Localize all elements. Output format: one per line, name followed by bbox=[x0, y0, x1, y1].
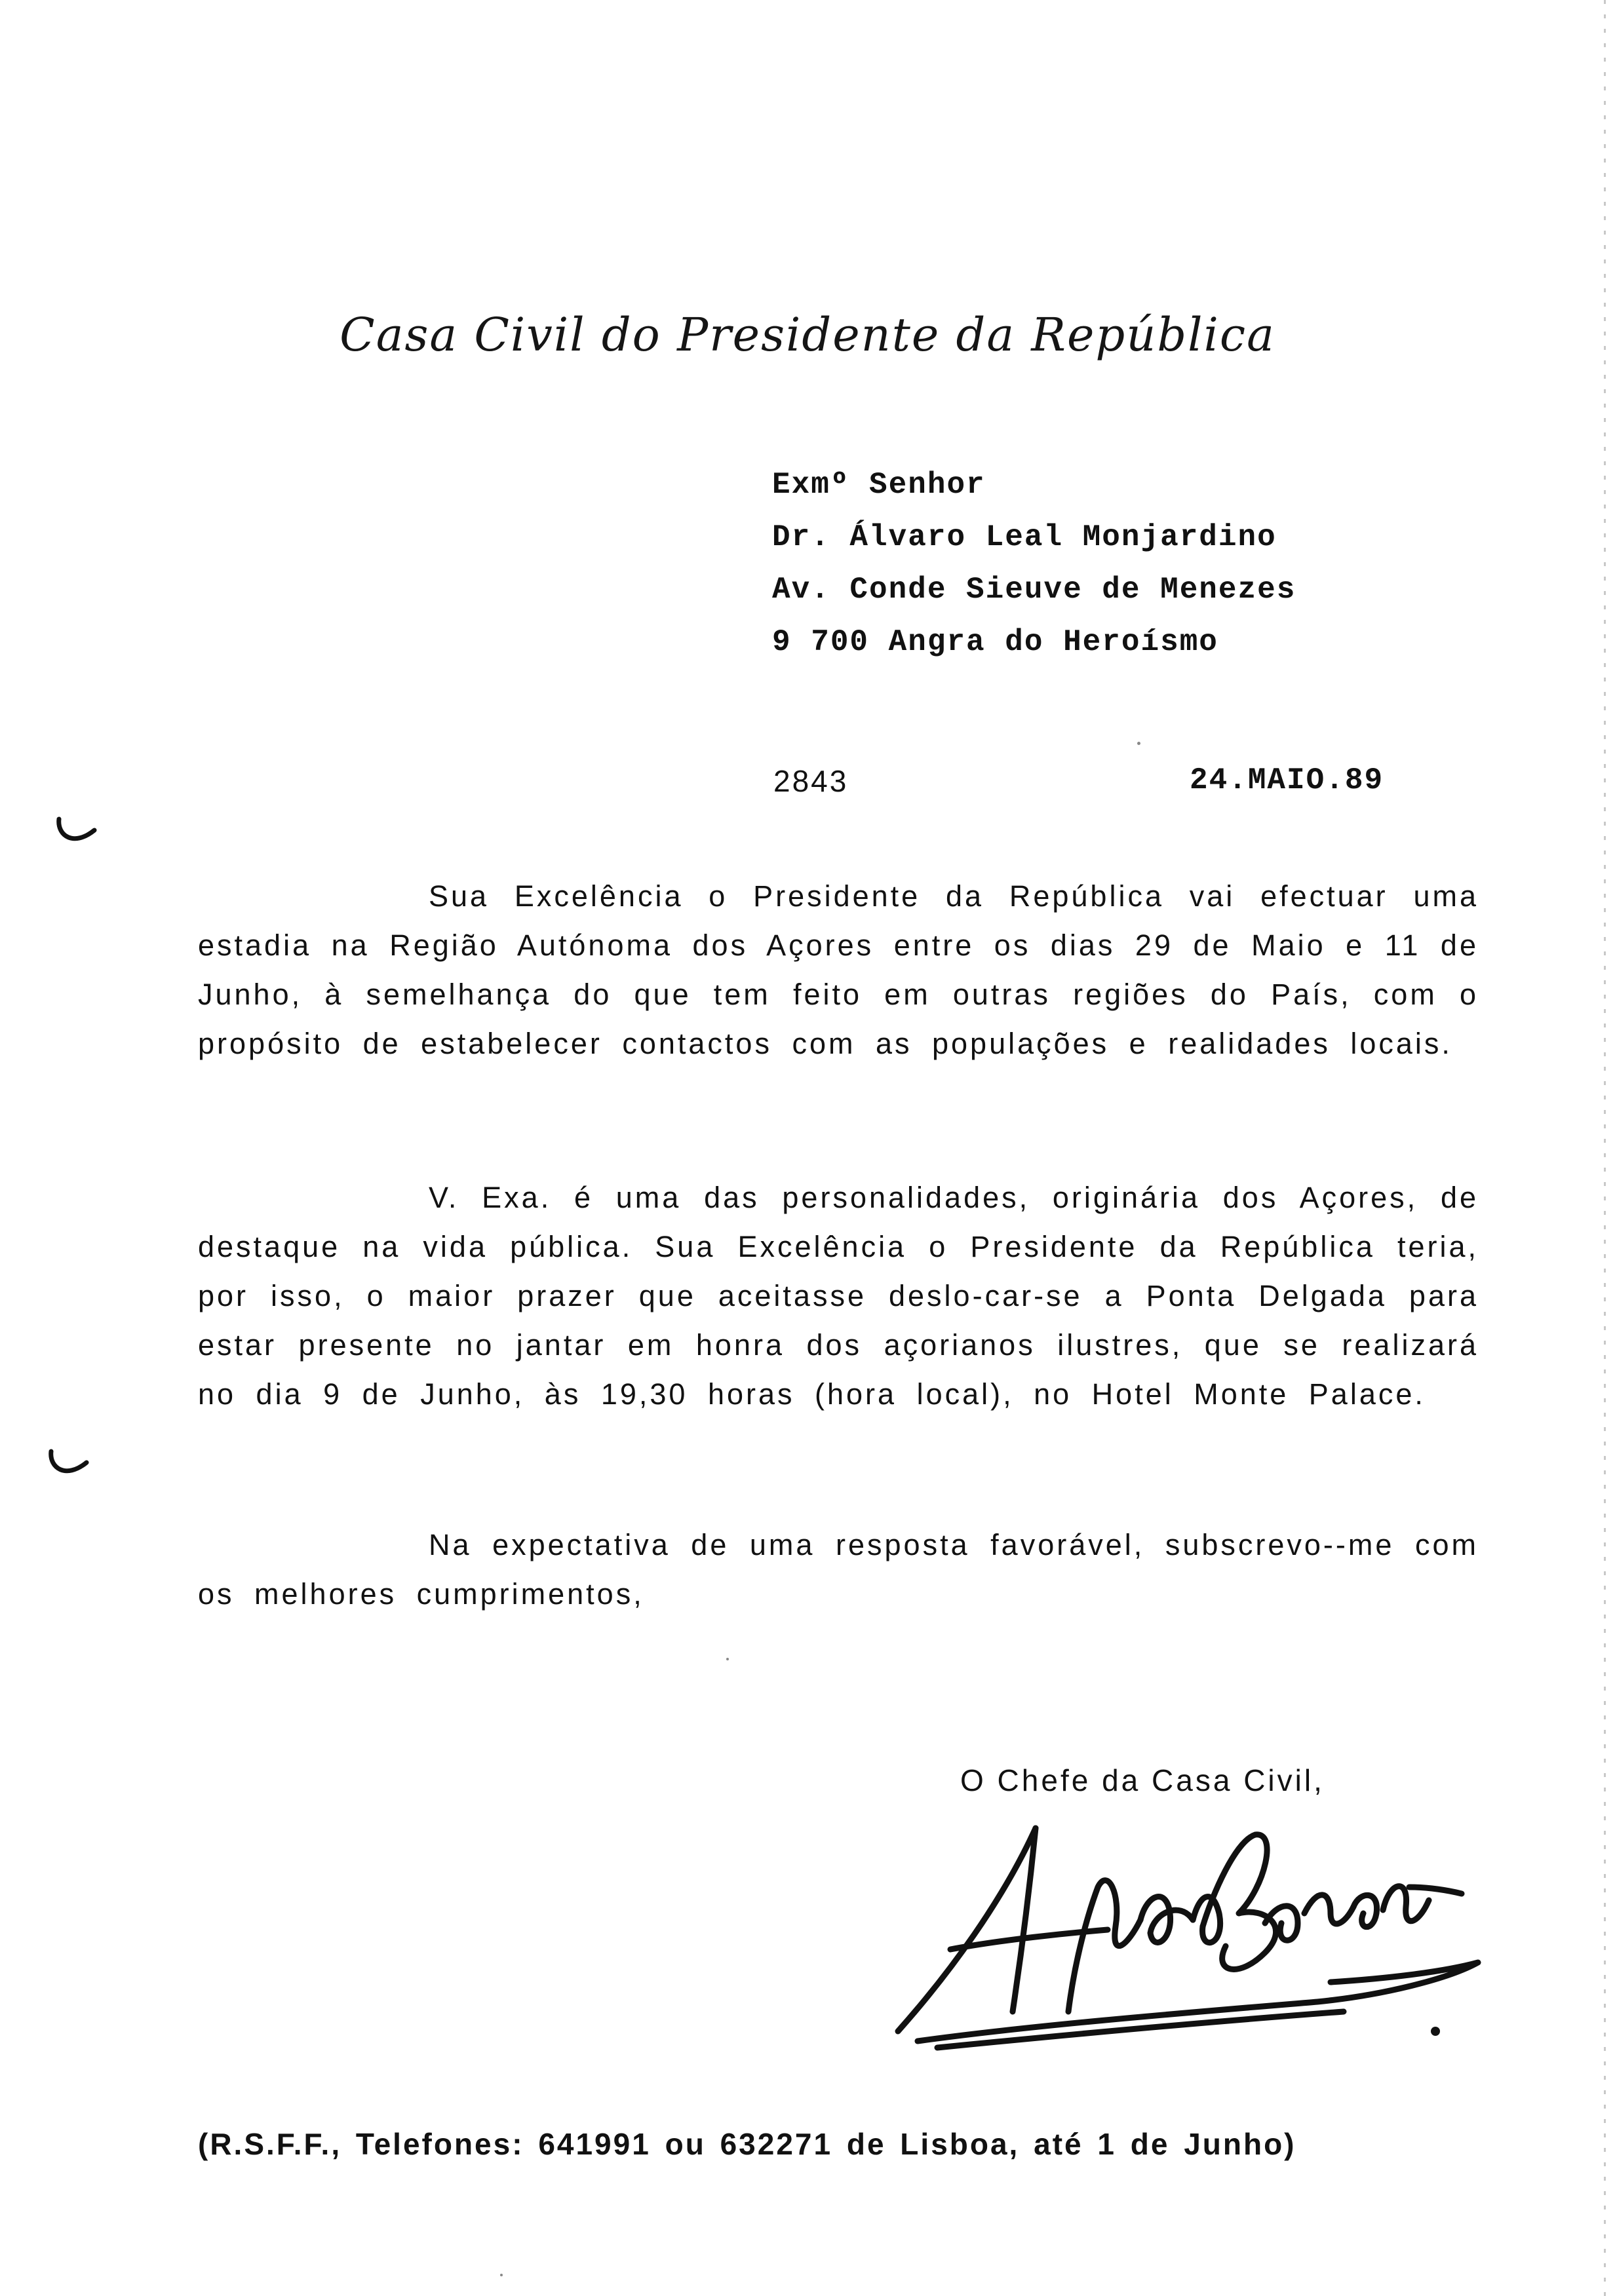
recipient-salutation: Exmº Senhor bbox=[772, 468, 986, 502]
paper-speck bbox=[1137, 742, 1140, 745]
handwritten-signature bbox=[872, 1815, 1494, 2057]
footer-note: (R.S.F.F., Telefones: 641991 ou 632271 de Lisboa, até 1 de Junho) bbox=[198, 2127, 1296, 2161]
body-paragraph-3: Na expectativa de uma resposta favorável, subscrevo--me com os melhores cumprimentos, bbox=[198, 1528, 1479, 1611]
letterhead: Casa Civil do Presidente da República bbox=[340, 308, 1275, 362]
body-paragraph-1: Sua Excelência o Presidente da República vai efectuar uma estadia na Região Autónoma dos Açores entre os dias 29 de Maio e 11 de Junho, à semelhança do que tem feito em outras regiões do País, com o propósito de estabelecer contactos com as populações e realidades locais. bbox=[198, 879, 1479, 1060]
reference-number: 2843 bbox=[773, 764, 849, 798]
paper-speck bbox=[500, 2274, 503, 2276]
page-edge bbox=[1604, 0, 1606, 2296]
recipient-name: Dr. Álvaro Leal Monjardino bbox=[772, 520, 1277, 554]
recipient-address bbox=[772, 459, 1296, 668]
punch-hole-mark-icon bbox=[46, 1448, 92, 1481]
letter-date: 24.MAIO.89 bbox=[1190, 763, 1384, 797]
paper-speck bbox=[726, 1658, 729, 1660]
closing-title: O Chefe da Casa Civil, bbox=[960, 1763, 1325, 1797]
punch-hole-mark-icon bbox=[54, 816, 100, 849]
body-paragraph-2: V. Exa. é uma das personalidades, originária dos Açores, de destaque na vida pública. Sua Excelência o Presidente da República teria, por isso, o maior prazer que aceitasse deslo-car-se a Ponta Delgada para estar presente no jantar em honra dos açorianos ilustres, que se realizará no dia 9 de Junho, às 19,30 horas (hora local), no Hotel Monte Palace. bbox=[198, 1181, 1479, 1411]
recipient-city: 9 700 Angra do Heroísmo bbox=[772, 625, 1218, 659]
recipient-street: Av. Conde Sieuve de Menezes bbox=[772, 573, 1296, 607]
